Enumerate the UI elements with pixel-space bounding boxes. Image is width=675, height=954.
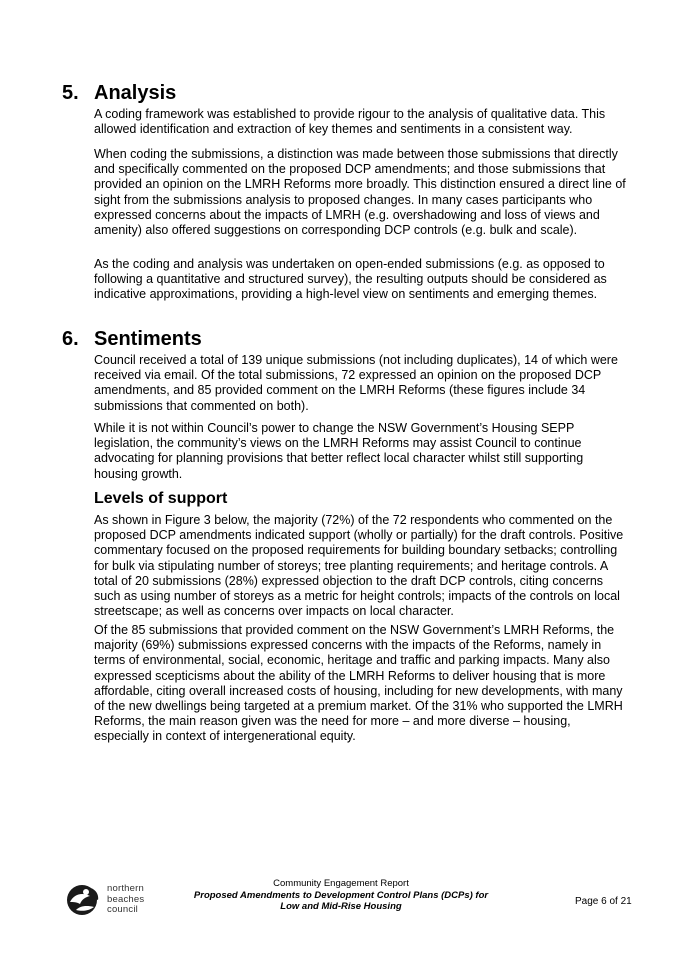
section-number: 5.: [62, 82, 79, 104]
council-emblem-icon: [64, 880, 104, 920]
support-paragraph-2: Of the 85 submissions that provided comment on the NSW Government’s LMRH Reforms, the majority (69%) submissions expressed concerns with the impacts of the Reforms, namely in terms of environmental, social, economic, heritage and traffic and parking impacts. Many also expressed scepticisms about the ability of the LMRH Reforms to deliver housing that is more affordable, citing overall increased costs of housing, including for new developments, with many of the new dwellings being targeted at a premium market. Of the 31% who supported the LMRH Reforms, the main reason given was the need for more – and more diverse – housing, especially in context of intergenerational equity.: [94, 623, 623, 744]
section-title: Analysis: [94, 82, 177, 104]
logo-line: northern: [107, 883, 144, 894]
logo-wordmark: [107, 884, 177, 916]
analysis-paragraph-1: A coding framework was established to provide rigour to the analysis of qualitative data. This allowed identification and extraction of key themes and sentiments in a consistent way.: [94, 107, 606, 137]
footer-report-info: [193, 878, 489, 913]
page-number: Page 6 of 21: [575, 896, 632, 907]
section-number: 6.: [62, 328, 79, 350]
page-footer: [0, 872, 675, 922]
analysis-paragraph-2: When coding the submissions, a distinction was made between those submissions that directly and specifically commented on the proposed DCP amendments; and those submissions that provided an opinion on the LMRH Reforms more broadly. This distinction ensured a direct line of sight from the submissions analysis to proposed changes. In many cases participants who expressed concerns about the impacts of LMRH (e.g. overshadowing and loss of views and amenity) also offered suggestions on corresponding DCP controls (e.g. bulk and scale).: [94, 147, 626, 238]
report-title-line-1: Proposed Amendments to Development Control Plans (DCPs) for: [193, 889, 489, 901]
logo-line: beaches: [107, 893, 145, 905]
support-paragraph-1: As shown in Figure 3 below, the majority (72%) of the 72 respondents who commented on the proposed DCP amendments indicated support (wholly or partially) for the draft controls. Positive commentary focused on the proposed requirements for building boundary setbacks; controlling for bulk via stipulating number of storeys; tree planting requirements; and heritage controls. A total of 20 submissions (28%) expressed objection to the draft DCP controls, citing concerns such as using number of storeys as a metric for height controls; impacts of the controls on local streetscape; as well as concerns over impacts on local character.: [94, 513, 624, 619]
section-title: Sentiments: [94, 328, 202, 350]
sentiments-paragraph-2: While it is not within Council’s power to change the NSW Government’s Housing SEPP legislation, the community’s views on the LMRH Reforms may assist Council to continue advocating for planning provisions that better reflect local character whilst still supporting housing growth.: [94, 421, 584, 481]
report-type: Community Engagement Report: [273, 878, 409, 889]
sentiments-paragraph-1: Council received a total of 139 unique submissions (not including duplicates), 14 of which were received via email. Of the total submissions, 72 expressed an opinion on the proposed DCP amendments, and 85 provided comment on the LMRH Reforms (these figures include 34 submissions that commented on both).: [94, 353, 618, 413]
section-heading-sentiments: [62, 327, 202, 351]
subheading-levels-of-support: Levels of support: [94, 490, 228, 507]
report-title-line-2: Low and Mid-Rise Housing: [280, 901, 402, 912]
logo-line: council: [107, 904, 138, 915]
council-logo: [64, 880, 174, 920]
analysis-paragraph-3: As the coding and analysis was undertaken on open-ended submissions (e.g. as opposed to following a quantitative and structured survey), the resulting outputs should be considered as indicative approximations, providing a high-level view on sentiments and emerging themes.: [94, 257, 607, 302]
section-heading-analysis: [62, 81, 176, 105]
